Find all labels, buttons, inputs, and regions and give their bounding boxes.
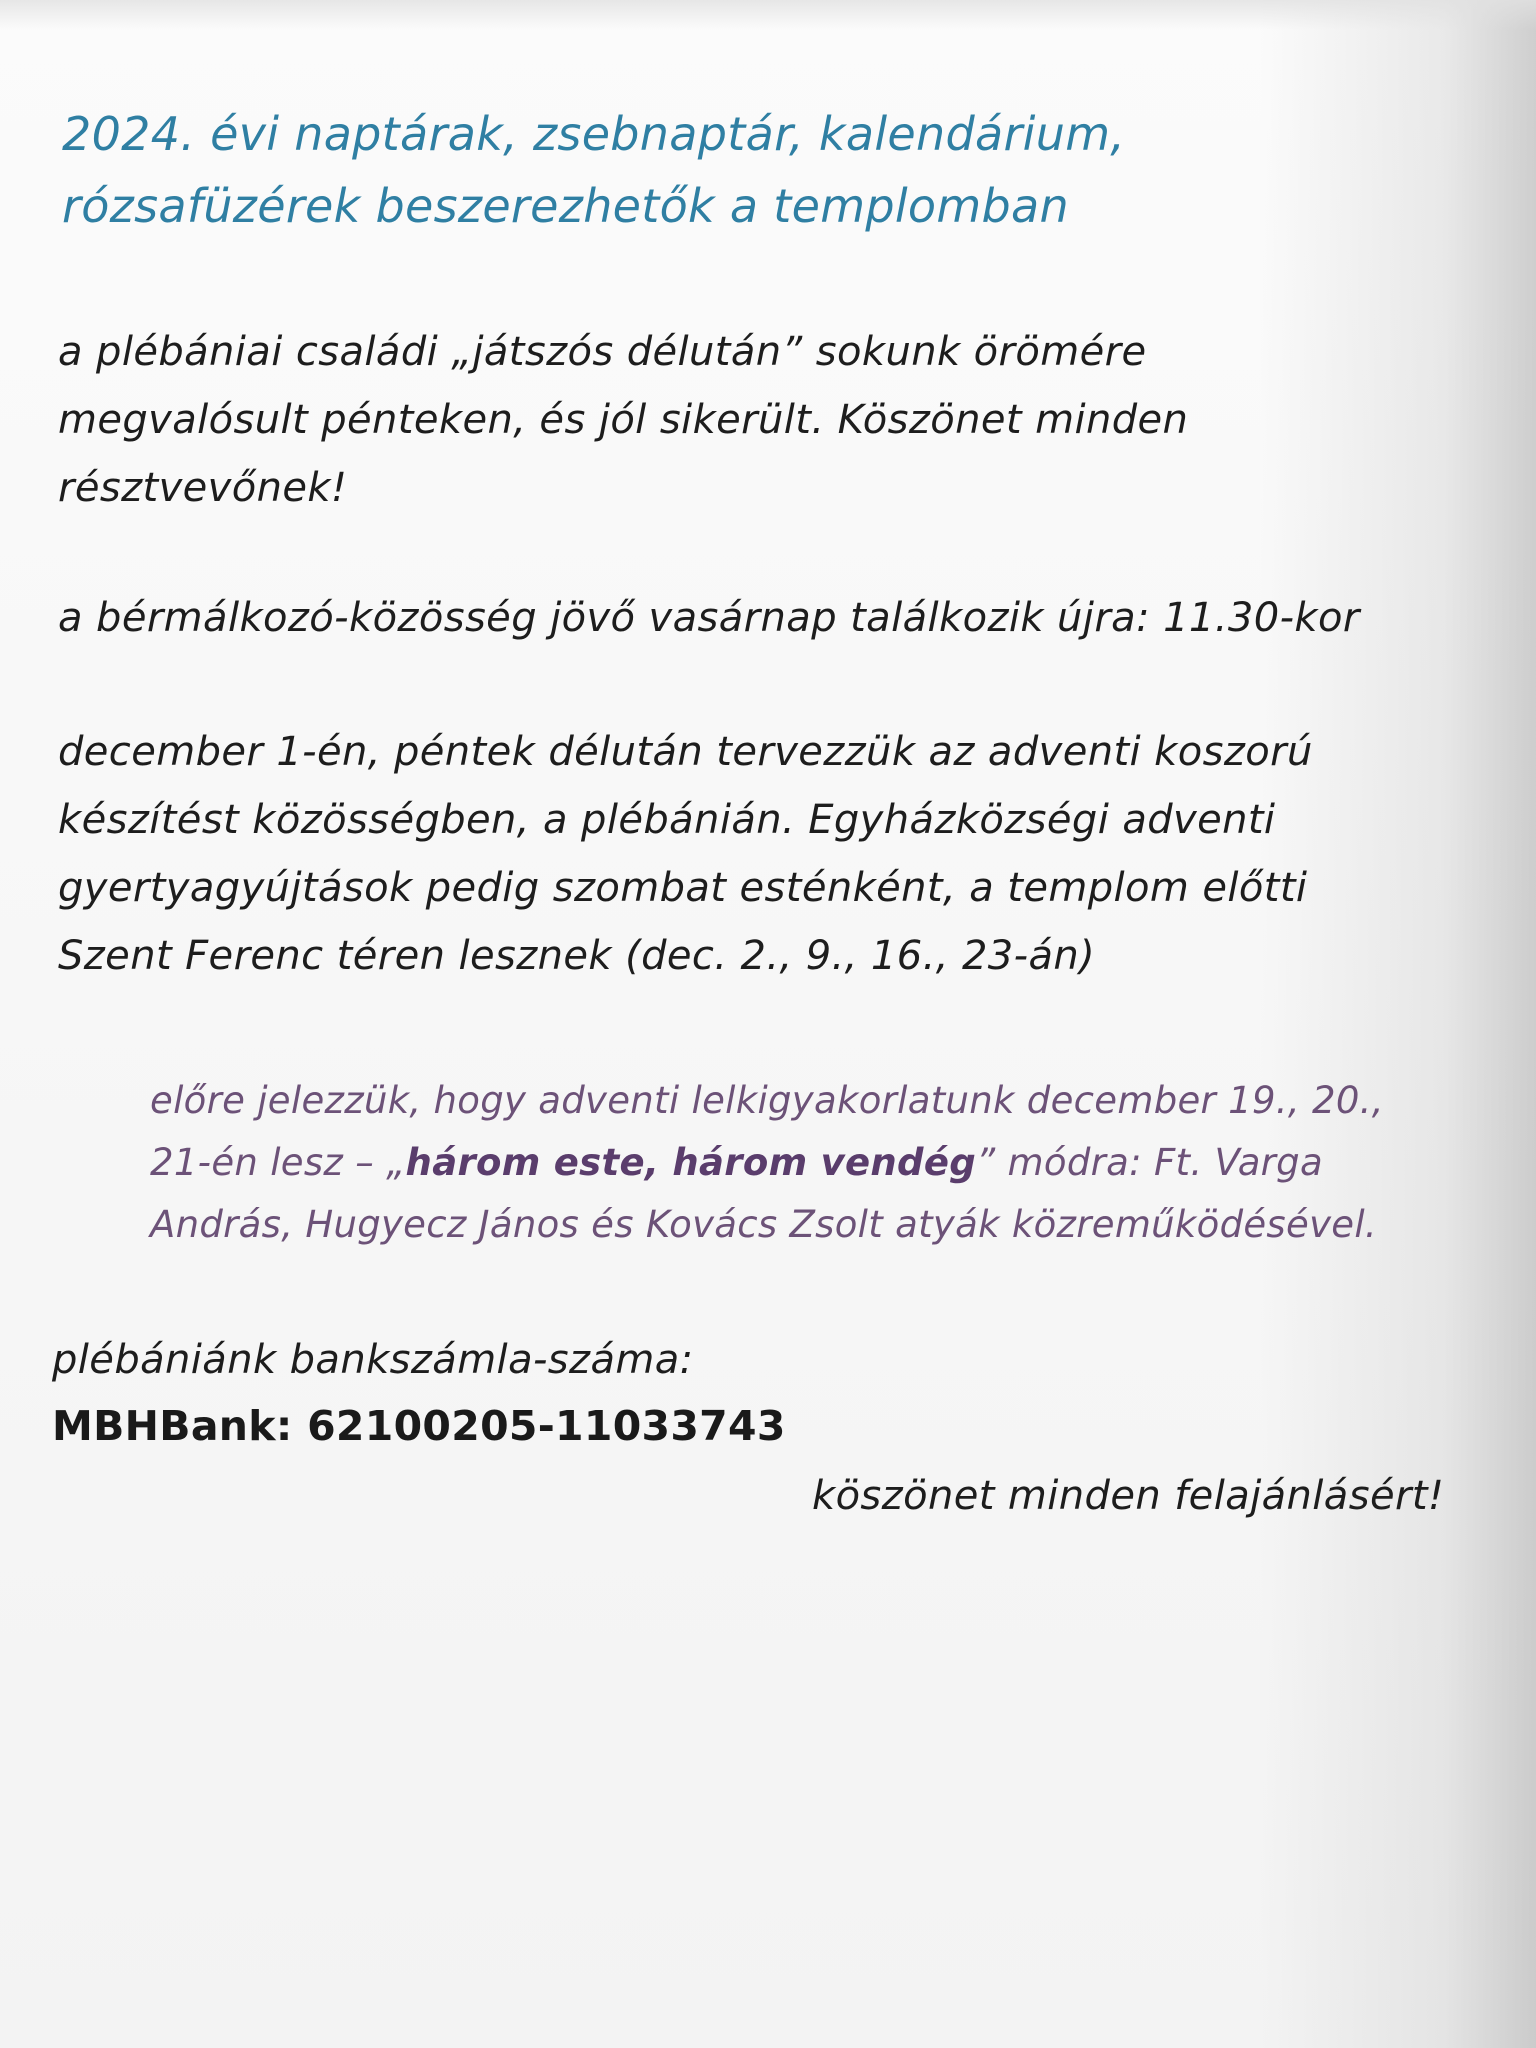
heading-line: rózsafüzérek beszerezhetők a templomban [62,179,1069,233]
paper-shadow [0,0,1536,30]
paragraph-line: megvalósult pénteken, és jól sikerült. Köszönet minden [58,397,1189,443]
calendar-announcement-heading [62,98,1125,242]
retreat-text: 21-én lesz – „ [150,1141,406,1184]
retreat-title-emphasis: három este, három vendég [405,1141,977,1184]
paragraph-line [150,1132,1384,1194]
bank-account-label: plébániánk bankszámla-száma: [52,1337,694,1383]
paragraph-line: Szent Ferenc téren lesznek (dec. 2., 9., 16., 23-án) [58,933,1096,979]
paragraph-line: előre jelezzük, hogy adventi lelkigyakorlatunk december 19., 20., [150,1079,1384,1122]
paragraph-line: a plébániai családi „játszós délután” sokunk örömére [58,329,1147,375]
paragraph-line: készítést közösségben, a plébánián. Egyházközségi adventi [58,797,1276,843]
retreat-text: ” módra: Ft. Varga [976,1141,1323,1184]
confirmation-group-paragraph [58,584,1360,652]
advent-retreat-paragraph [150,1070,1384,1256]
advent-wreath-paragraph [58,718,1313,990]
paragraph-line: András, Hugyecz János és Kovács Zsolt atyák közreműködésével. [150,1203,1377,1246]
paragraph-line: december 1-én, péntek délután tervezzük az adventi koszorú [58,729,1313,775]
bank-account-number: MBHBank: 62100205-11033743 [52,1402,786,1450]
paragraph-line: gyertyagyújtások pedig szombat esténként, a templom előtti [58,865,1308,911]
paragraph-line: a bérmálkozó-közösség jövő vasárnap találkozik újra: 11.30-kor [58,595,1360,641]
games-afternoon-paragraph [58,318,1188,522]
heading-line: 2024. évi naptárak, zsebnaptár, kalendárium, [62,107,1126,161]
thanks-note: köszönet minden felajánlásért! [812,1473,1445,1519]
paragraph-line: résztvevőnek! [58,465,348,511]
